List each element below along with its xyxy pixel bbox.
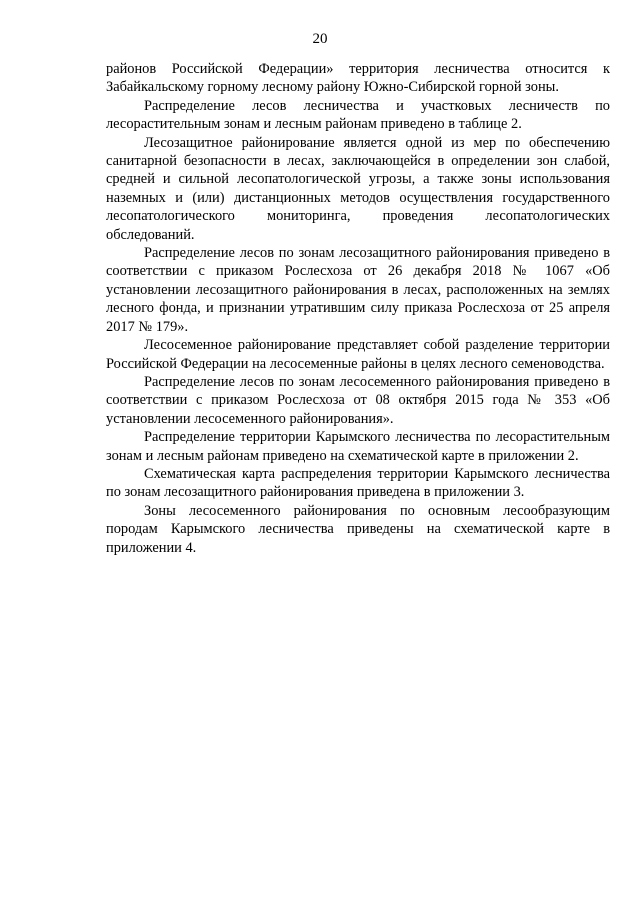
paragraph-appendix-3: Схематическая карта распределения территории Карымского лесничества по зонам лесозащитного районирования приведена в приложении 3.	[106, 465, 610, 501]
paragraph-seed-zoning: Лесосеменное районирование представляет собой разделение территории Российской Федерации на лесосеменные районы в целях лесного семеноводства.	[106, 337, 610, 372]
paragraph-forest-distribution: Распределение лесов лесничества и участковых лесничеств по лесорастительным зонам и лесным районам приведено в таблице 2.	[106, 97, 610, 133]
paragraph-continuation: районов Российской Федерации» территория лесничества относится к Забайкальскому горному лесному району Южно-Сибирской горной зоны.	[106, 61, 610, 96]
document-body	[106, 60, 610, 557]
paragraph-protection-zoning: Лесозащитное районирование является одной из мер по обеспечению санитарной безопасности в лесах, заключающейся в определении зон слабой, средней и сильной лесопатологической угрозы, а также зоны использования наземных и (или) дистанционных методов осуществления государственного лесопатологического мониторинга, проведения лесопатологических обследований.	[106, 134, 610, 243]
paragraph-seed-zoning-order: Распределение лесов по зонам лесосеменного районирования приведено в соответствии с приказом Рослесхоза от 08 октября 2015 года № 353 «Об установлении лесосеменного районирования».	[106, 373, 610, 427]
paragraph-protection-zoning-order: Распределение лесов по зонам лесозащитного районирования приведено в соответствии с приказом Рослесхоза от 26 декабря 2018 № 1067 «Об установлении лесозащитного районирования в лесах, расположенных на землях лесного фонда, и признании утратившим силу приказа Рослесхоза от 25 апреля 2017 № 179».	[106, 245, 610, 335]
paragraph-appendix-2: Распределение территории Карымского лесничества по лесорастительным зонам и лесным районам приведено на схематической карте в приложении 2.	[106, 429, 610, 464]
page-number: 20	[312, 31, 328, 47]
paragraph-appendix-4: Зоны лесосеменного районирования по основным лесообразующим породам Карымского лесничества приведены на схематической карте в приложении 4.	[106, 502, 610, 556]
